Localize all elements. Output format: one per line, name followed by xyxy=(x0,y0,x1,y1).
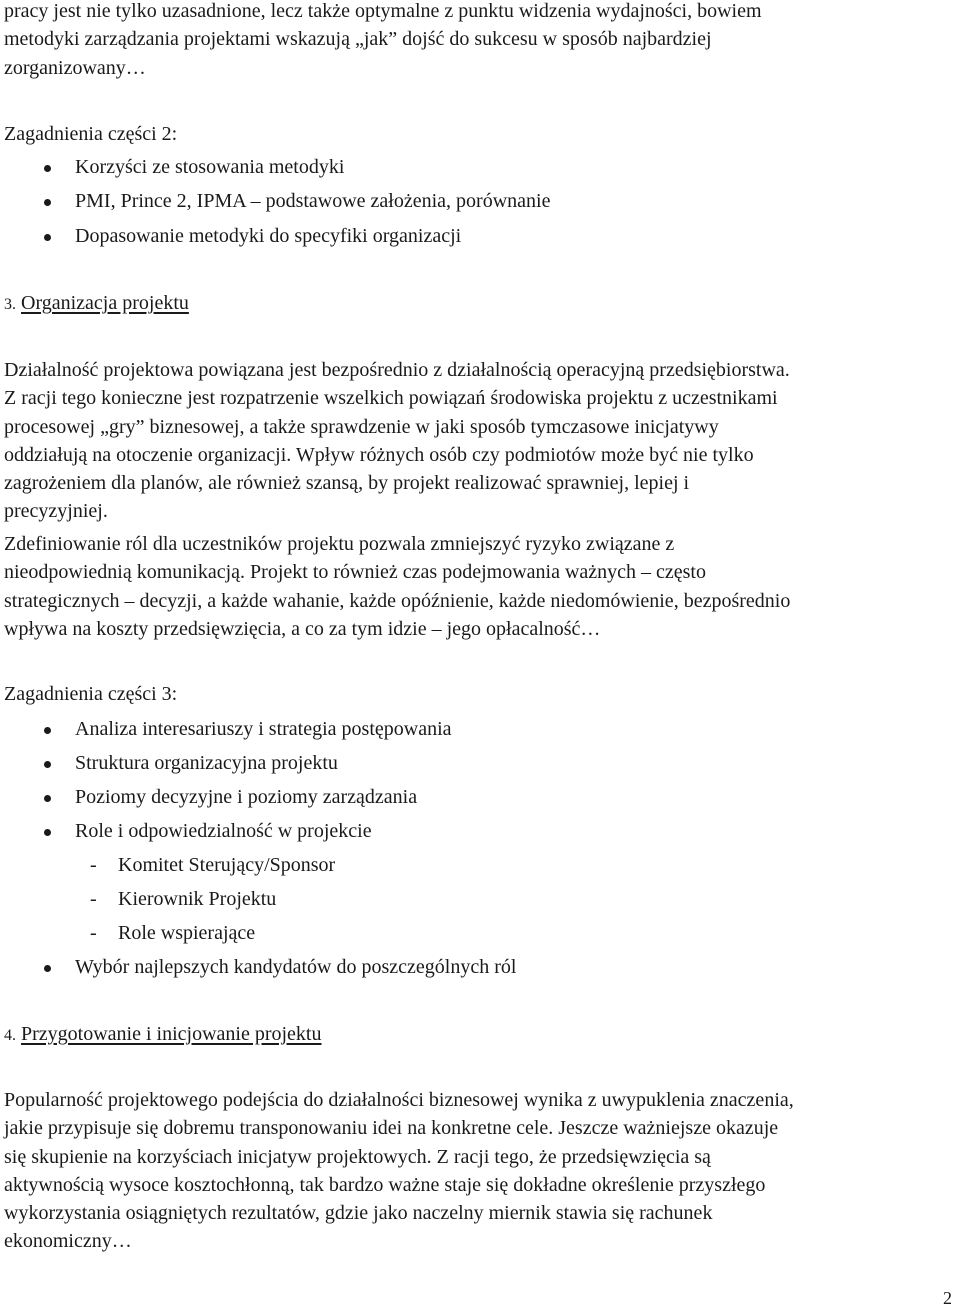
text-line: procesowej „gry” biznesowej, a także sprawdzenie w jaki sposób tymczasowe inicjatywy xyxy=(4,415,719,438)
section3-paragraph-1 xyxy=(4,356,956,526)
section4-heading xyxy=(4,1020,321,1050)
text-line: aktywnością wysoce kosztochłonną, tak bardzo ważne staje się dokładne określenie przyszłego xyxy=(4,1173,766,1196)
text-line: metodyki zarządzania projektami wskazują „jak” dojść do sukcesu w sposób najbardziej xyxy=(4,28,712,51)
text-line: pracy jest nie tylko uzasadnione, lecz także optymalne z punktu widzenia wydajności, bowiem xyxy=(4,0,762,22)
bullet-icon xyxy=(44,965,51,972)
bullet-icon xyxy=(44,761,51,768)
sub-list-item-text: Komitet Sterujący/Sponsor xyxy=(118,854,336,876)
intro-paragraph xyxy=(4,0,956,82)
text-line: Z racji tego konieczne jest rozpatrzenie wszelkich powiązań środowiska projektu z uczestnikami xyxy=(4,387,778,410)
text-line: strategicznych – decyzji, a każde wahanie, każde opóźnienie, każde niedomówienie, bezpośrednio xyxy=(4,589,791,612)
list-item-text: Poziomy decyzyjne i poziomy zarządzania xyxy=(75,786,418,808)
text-line: wpływa na koszty przedsięwzięcia, a co za tym idzie – jego opłacalność… xyxy=(4,617,601,640)
text-line: się skupienie na korzyściach inicjatyw projektowych. Z racji tego, że przedsięwzięcia są xyxy=(4,1145,711,1168)
bullet-icon xyxy=(44,199,51,206)
dash-marker: - xyxy=(90,854,97,876)
text-line: zorganizowany… xyxy=(4,56,146,79)
text-line: Popularność projektowego podejścia do działalności biznesowej wynika z uwypuklenia znaczenia, xyxy=(4,1089,794,1111)
text-line: precyzyjniej. xyxy=(4,500,108,523)
bullet-icon xyxy=(44,795,51,802)
text-line: wykorzystania osiągniętych rezultatów, gdzie jako naczelny miernik stawia się rachunek xyxy=(4,1202,713,1225)
text-line: Zdefiniowanie ról dla uczestników projektu pozwala zmniejszyć ryzyko związane z xyxy=(4,533,675,555)
list-item-text: Wybór najlepszych kandydatów do poszczególnych ról xyxy=(75,956,517,978)
bullet-icon xyxy=(44,234,51,241)
topics2-heading: Zagadnienia części 2: xyxy=(4,123,178,145)
section-number: 3. xyxy=(4,296,16,313)
section-number: 4. xyxy=(4,1027,16,1044)
section3-paragraph-2 xyxy=(4,530,956,643)
section4-paragraph xyxy=(4,1086,956,1256)
list-item-text: Role i odpowiedzialność w projekcie xyxy=(75,820,372,842)
section-title: Organizacja projektu xyxy=(21,292,189,314)
text-line: zagrożeniem dla planów, ale również szansą, by projekt realizować sprawniej, lepiej i xyxy=(4,472,690,495)
sub-list-item-text: Role wspierające xyxy=(118,922,256,944)
list-item-text: Korzyści ze stosowania metodyki xyxy=(75,156,345,178)
dash-marker: - xyxy=(90,922,97,944)
topics3-heading: Zagadnienia części 3: xyxy=(4,683,178,705)
sub-list-item-text: Kierownik Projektu xyxy=(118,888,277,910)
bullet-icon xyxy=(44,727,51,734)
dash-marker: - xyxy=(90,888,97,910)
bullet-icon xyxy=(44,829,51,836)
page-number: 2 xyxy=(943,1288,952,1308)
list-item-text: Dopasowanie metodyki do specyfiki organizacji xyxy=(75,225,462,247)
text-line: Działalność projektowa powiązana jest bezpośrednio z działalnością operacyjną przedsiębiorstwa. xyxy=(4,359,790,381)
list-item-text: PMI, Prince 2, IPMA – podstawowe założenia, porównanie xyxy=(75,190,551,212)
section3-heading xyxy=(4,289,189,319)
text-line: oddziałują na otoczenie organizacji. Wpływ różnych osób czy podmiotów może być nie tylko xyxy=(4,443,754,466)
list-item-text: Struktura organizacyjna projektu xyxy=(75,752,338,774)
text-line: jakie przypisuje się dobremu transponowaniu idei na konkretne cele. Jeszcze ważniejsze okazuje xyxy=(4,1117,779,1140)
bullet-icon xyxy=(44,165,51,172)
section-title: Przygotowanie i inicjowanie projektu xyxy=(21,1023,322,1045)
text-line: nieodpowiednią komunikacją. Projekt to również czas podejmowania ważnych – często xyxy=(4,561,706,584)
list-item-text: Analiza interesariuszy i strategia postępowania xyxy=(75,718,452,740)
text-line: ekonomiczny… xyxy=(4,1230,132,1253)
